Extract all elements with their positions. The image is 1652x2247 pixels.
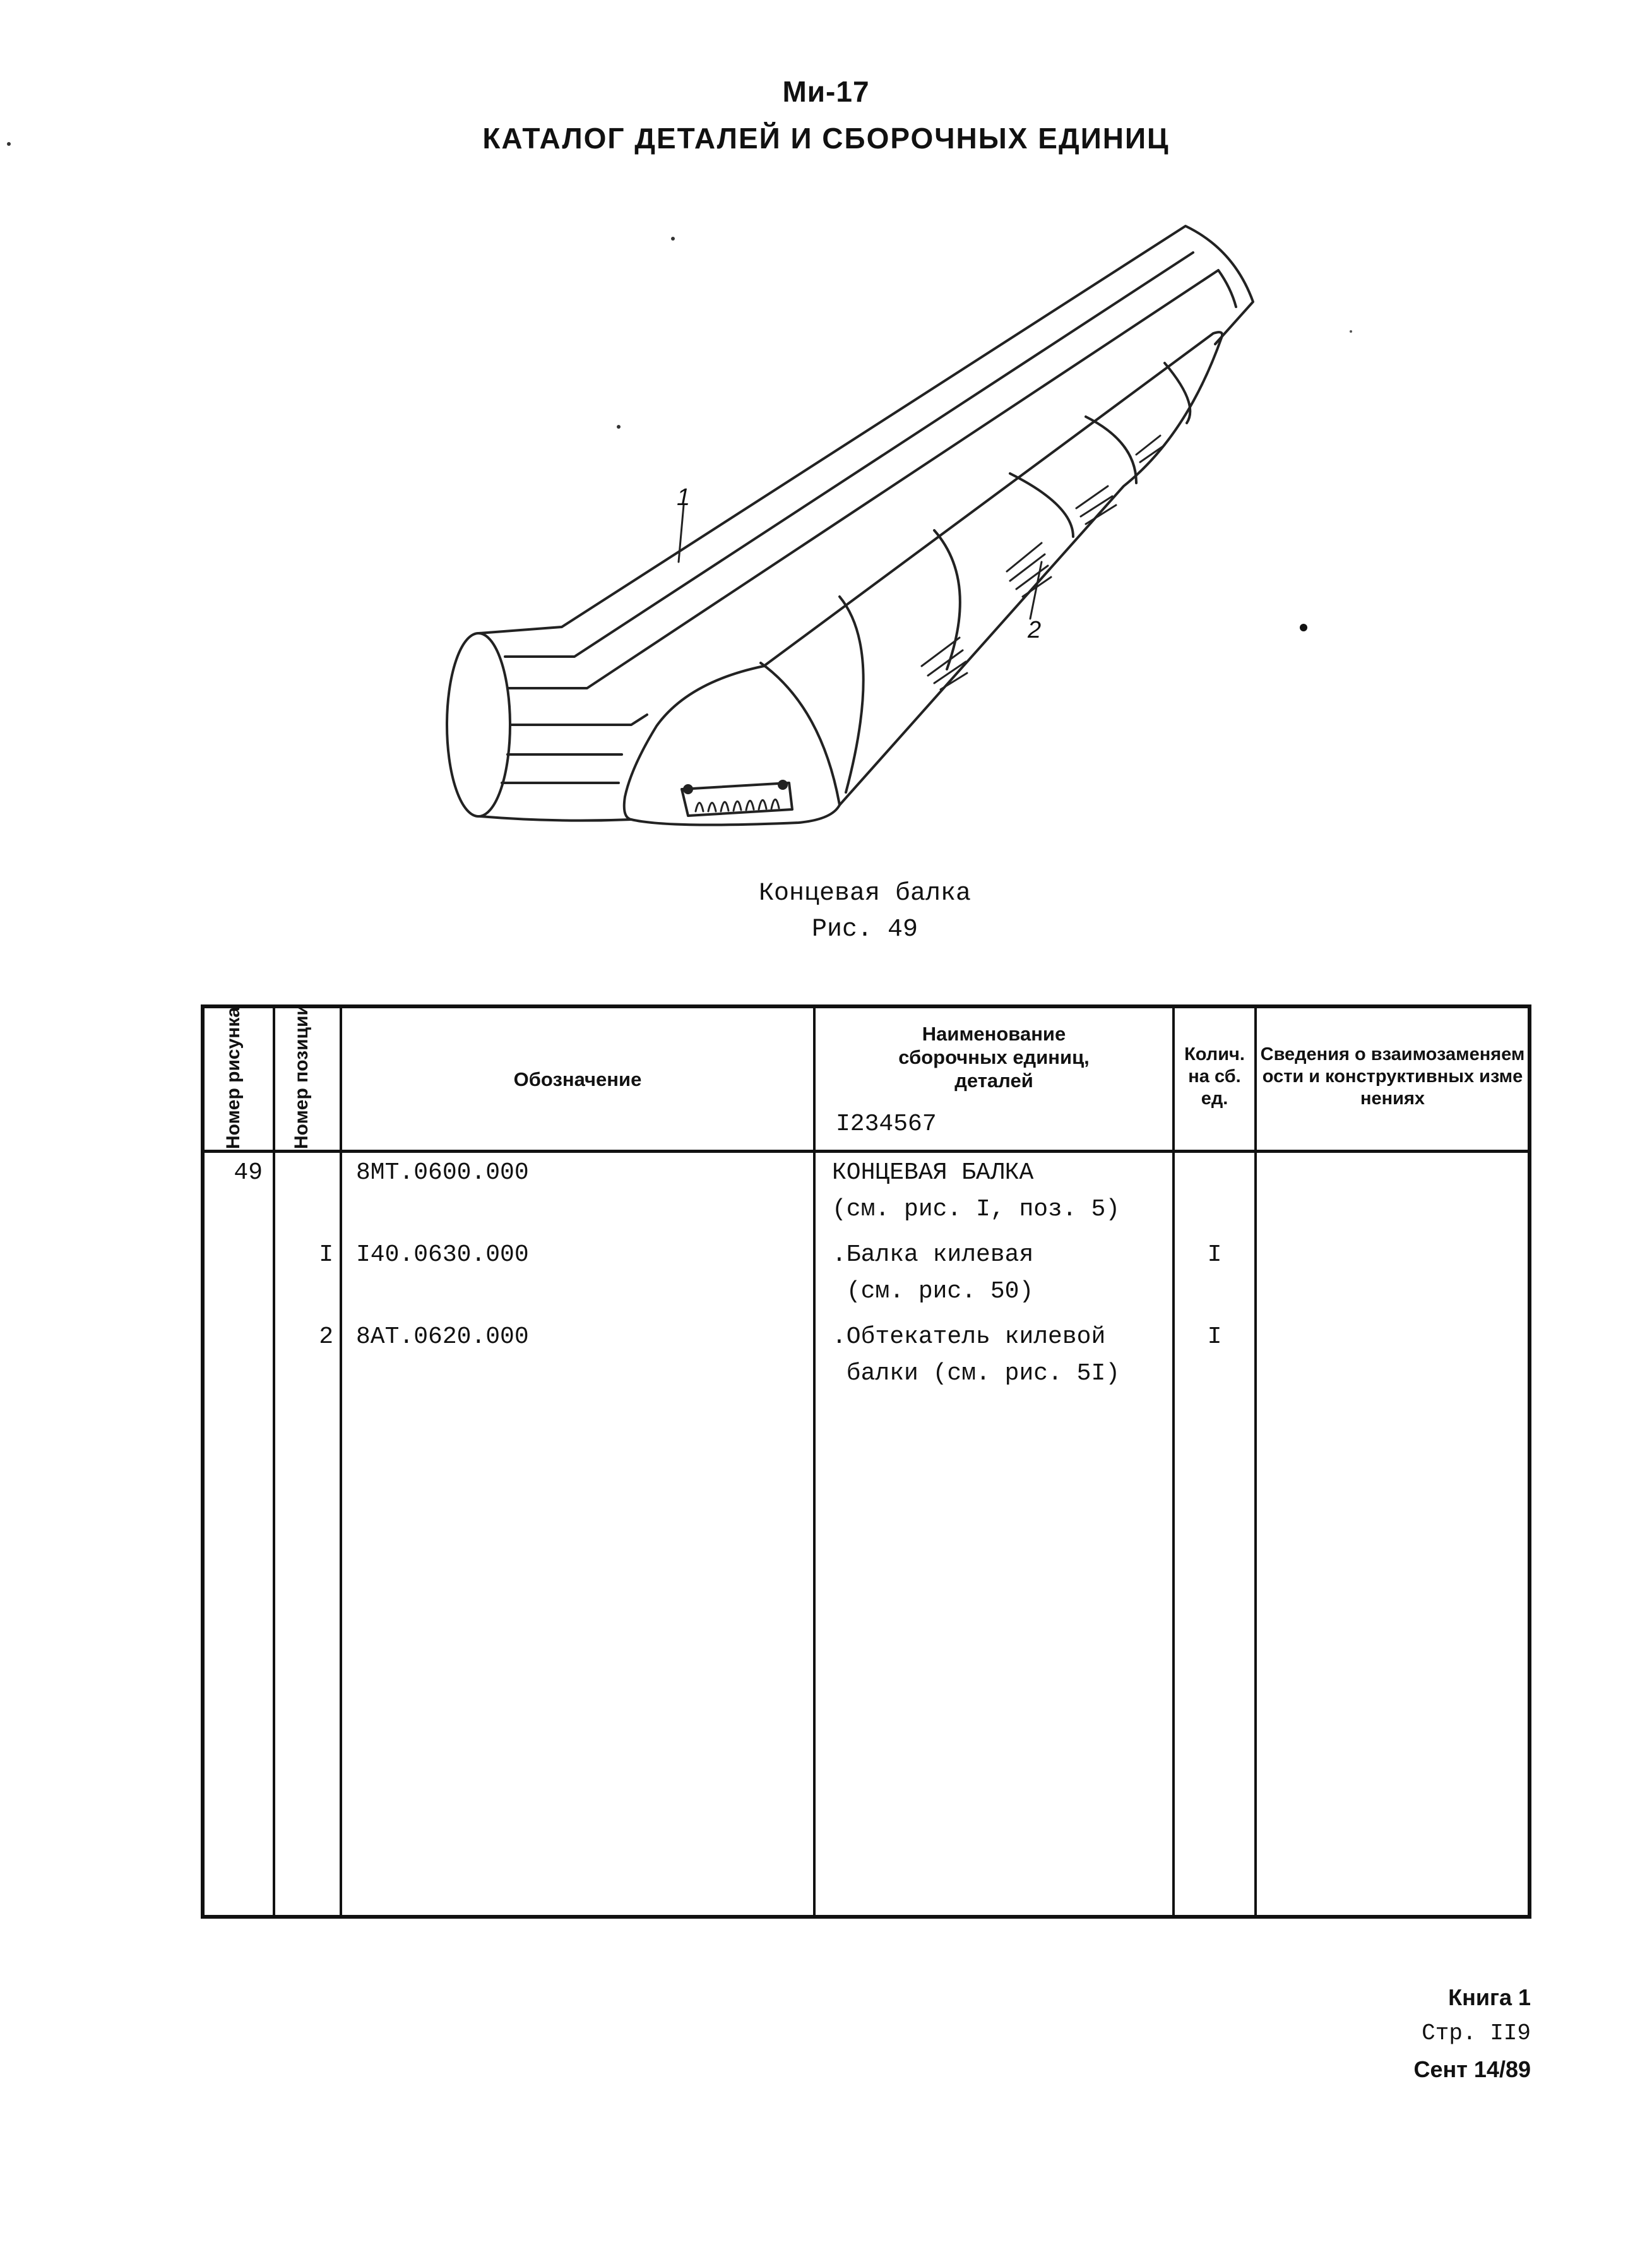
tail-boom-drawing [0, 0, 1652, 884]
callout-1: 1 [677, 484, 691, 511]
row2-name-line2: (см. рис. 50) [832, 1278, 1034, 1305]
footer-date: Сент 14/89 [1413, 2056, 1531, 2082]
keel-beam-outline [447, 226, 1253, 821]
row2-designation: I40.0630.000 [356, 1241, 529, 1268]
header-name-index: I234567 [836, 1111, 937, 1138]
col-divider [273, 1008, 275, 1915]
model-title: Ми-17 [782, 75, 870, 108]
row3-quantity: I [1207, 1323, 1222, 1350]
row3-position: 2 [319, 1323, 333, 1350]
col-divider [340, 1008, 342, 1915]
header-position-number: Номер позиции [291, 1004, 312, 1149]
row3-name-line2: балки (см. рис. 5I) [832, 1360, 1120, 1387]
parts-table [201, 1004, 1531, 1919]
row2-position: I [319, 1241, 333, 1268]
row1-name-line1: КОНЦЕВАЯ БАЛКА [832, 1159, 1034, 1186]
row3-designation: 8АТ.0620.000 [356, 1323, 529, 1350]
row1-figure: 49 [234, 1159, 263, 1186]
header-figure-number: Номер рисунка [223, 1006, 244, 1149]
figure-caption-name: Концевая балка [758, 879, 972, 908]
row3-name-line1: .Обтекатель килевой [832, 1323, 1106, 1350]
row1-designation: 8МТ.0600.000 [356, 1159, 529, 1186]
row2-quantity: I [1207, 1241, 1222, 1268]
col-divider [1172, 1008, 1175, 1915]
catalog-title: КАТАЛОГ ДЕТАЛЕЙ И СБОРОЧНЫХ ЕДИНИЦ [482, 122, 1170, 155]
col-divider [1254, 1008, 1257, 1915]
header-name: Наименование сборочных единиц, деталей [898, 1023, 1090, 1092]
header-interchangeability: Сведения о взаимозаменяемости и конструктивных изменениях [1260, 1044, 1525, 1109]
header-separator [205, 1150, 1528, 1153]
callout-2: 2 [1028, 617, 1042, 643]
fairing-outline [624, 332, 1222, 825]
footer-book: Книга 1 [1448, 1984, 1531, 2010]
col-divider [813, 1008, 816, 1915]
figure-caption-number: Рис. 49 [811, 915, 918, 944]
header-quantity: Колич. на сб. ед. [1184, 1044, 1245, 1109]
header-designation: Обозначение [513, 1068, 642, 1090]
row1-name-line2: (см. рис. I, поз. 5) [832, 1196, 1120, 1223]
footer-page: Стр. II9 [1422, 2020, 1531, 2046]
row2-name-line1: .Балка килевая [832, 1241, 1034, 1268]
